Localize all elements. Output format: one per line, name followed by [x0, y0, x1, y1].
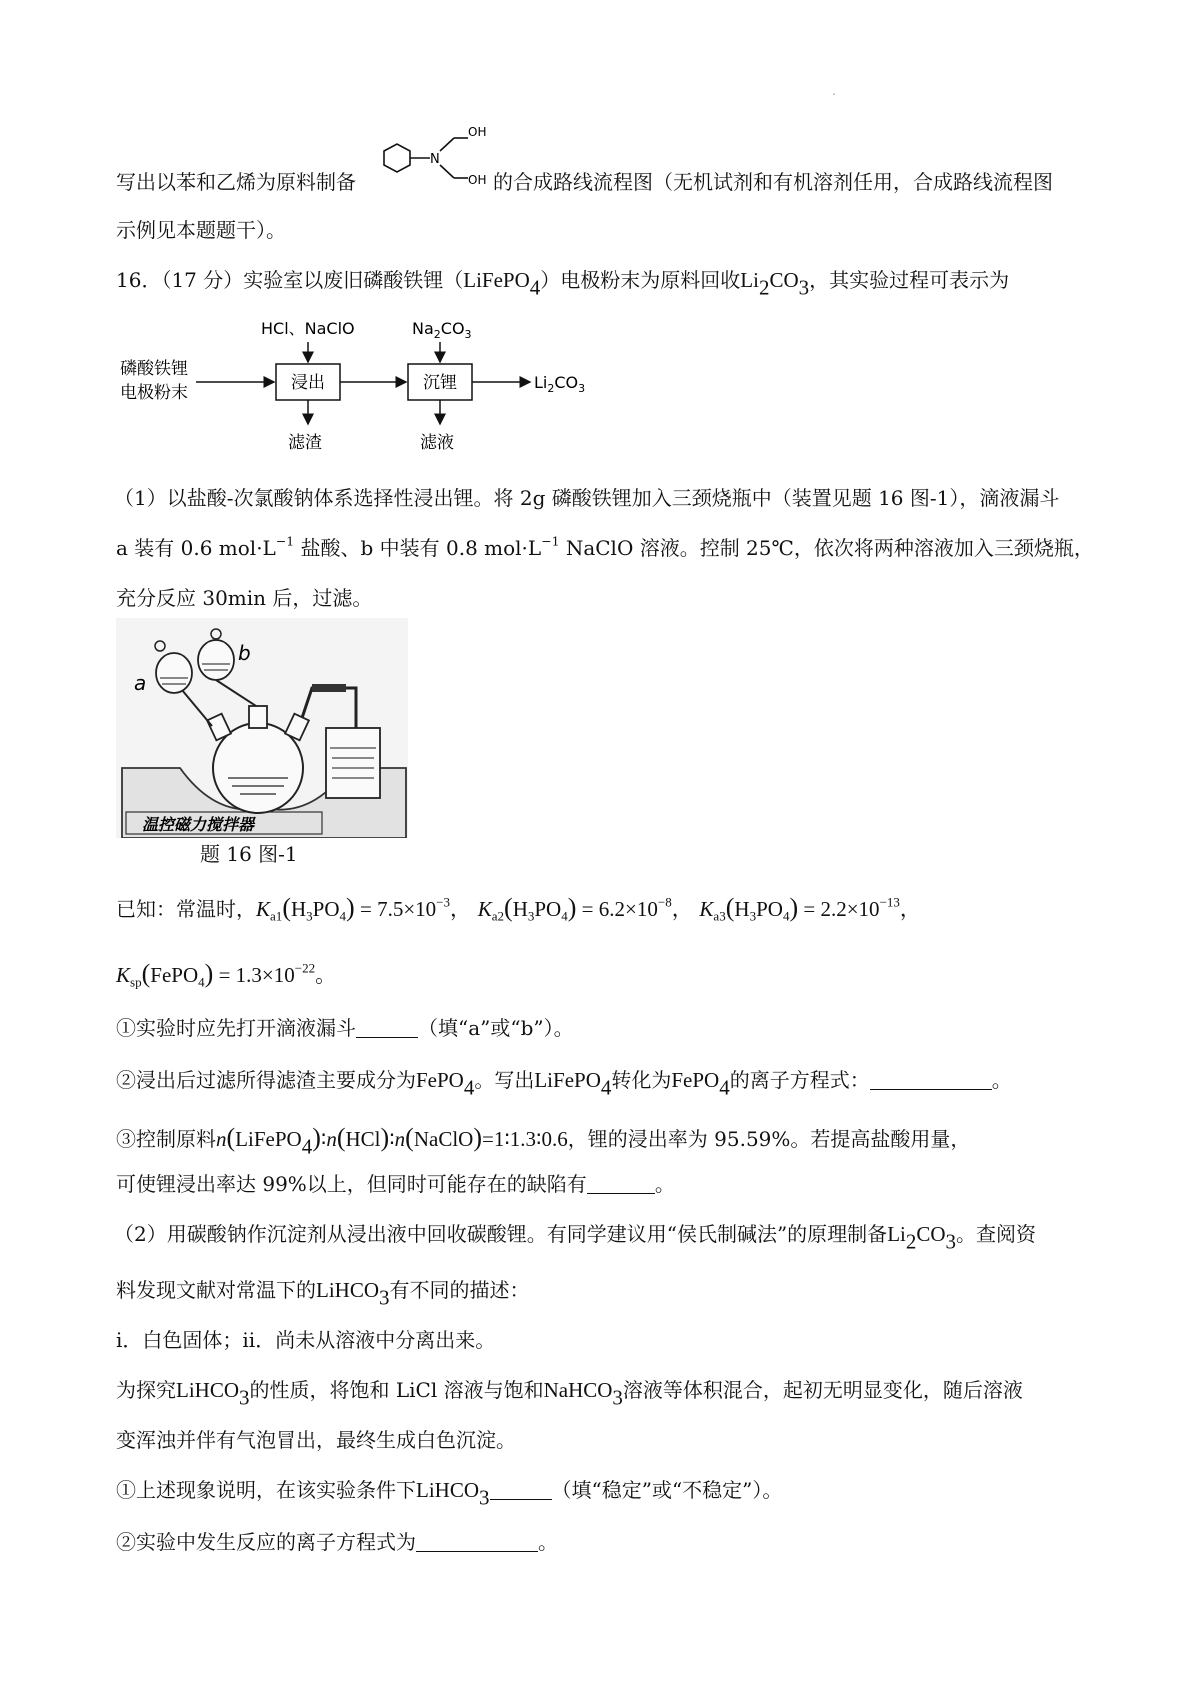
- flow-output: $Li_2CO_3$: [534, 373, 586, 395]
- flow-box-leach-label: 浸出: [291, 373, 325, 393]
- answer-blank[interactable]: [870, 1069, 992, 1090]
- part2-item1: ①上述现象说明，在该实验条件下LiHCO$_3$ （填“稳定”或“不稳定”）。: [116, 1478, 783, 1510]
- funnel-b-label: b: [238, 641, 251, 665]
- part1-line3: 充分反应 30min 后，过滤。: [116, 586, 373, 610]
- answer-blank[interactable]: [587, 1173, 655, 1194]
- q1-item2: ②浸出后过滤所得滤渣主要成分为FePO$_4$。写出LiFePO$_4$转化为FePO$_4$的离子方程式： 。: [116, 1068, 1012, 1100]
- molecule-structure: [364, 118, 492, 198]
- stirrer-label: 温控磁力搅拌器: [142, 815, 255, 834]
- answer-blank[interactable]: [416, 1531, 538, 1552]
- part2-item2: ②实验中发生反应的离子方程式为 。: [116, 1530, 558, 1554]
- part2-line1: （2）用碳酸钠作沉淀剂从浸出液中回收碳酸锂。有同学建议用“侯氏制碱法”的原理制备$Li_2CO_3$。查阅资: [114, 1222, 1037, 1254]
- header-dot: .: [832, 84, 836, 98]
- q16-heading: 16．（17 分）实验室以废旧磷酸铁锂（LiFePO$_4$）电极粉末为原料回收$Li_2CO_3$，其实验过程可表示为: [116, 268, 1010, 300]
- flow-input-line2: 电极粉末: [120, 383, 188, 403]
- funnel-a-label: a: [134, 671, 147, 695]
- part1-line1: （1）以盐酸-次氯酸钠体系选择性浸出锂。将 2g 磷酸铁锂加入三颈烧瓶中（装置见题 16 图-1），滴液漏斗: [114, 486, 1060, 510]
- molecule-oh-bottom-label: OH: [468, 173, 487, 187]
- process-flowchart: [116, 310, 636, 460]
- figure-caption: 题 16 图-1: [200, 842, 298, 866]
- answer-blank[interactable]: [356, 1017, 418, 1038]
- part1-line2: a 装有 0.6 $mol\cdot L^{-1}$ 盐酸、b 中装有 0.8 $mol\cdot L^{-1}$ NaClO 溶液。控制 25℃，依次将两种溶液加入三颈烧瓶，: [116, 533, 1094, 560]
- apparatus-figure: [116, 618, 408, 838]
- known-constants-line1: 已知：常温时，$K_{a1}(H_3PO_4) = 7.5\times 10^{-3}$， $K_{a2}(H_3PO_4) = 6.2\times 10^{-8}$， $K_{a3}(H_3PO_4) = 2.2\times 10^{-13}$，: [116, 893, 921, 924]
- part2-line2: 料发现文献对常温下的LiHCO$_3$有不同的描述：: [116, 1278, 530, 1310]
- flow-waste1: 滤渣: [288, 433, 322, 453]
- part2-line5: 变浑浊并伴有气泡冒出，最终生成白色沉淀。: [116, 1428, 516, 1452]
- known-constants-line2: $K_{sp}(FePO_4) = 1.3\times 10^{-22}$。: [116, 959, 337, 990]
- molecule-oh-top-label: OH: [468, 125, 487, 139]
- q1-item1: ①实验时应先打开滴液漏斗 （填“a”或“b”）。: [116, 1016, 574, 1040]
- molecule-n-label: N: [430, 152, 440, 167]
- intro-text-after: 的合成路线流程图（无机试剂和有机溶剂任用，合成路线流程图: [493, 170, 1053, 194]
- intro-text-before: 写出以苯和乙烯为原料制备: [116, 170, 356, 194]
- intro-line2: 示例见本题题干）。: [116, 218, 286, 242]
- flow-input-line1: 磷酸铁锂: [120, 359, 188, 379]
- answer-blank[interactable]: [490, 1479, 552, 1500]
- flow-box-precipitate-label: 沉锂: [423, 373, 457, 393]
- flow-waste2: 滤液: [420, 433, 454, 453]
- q1-item3: ③控制原料n(LiFePO$_4$)∶n(HCl)∶n(NaClO)=1∶1.3∶0.6，锂的浸出率为 95.59%。若提高盐酸用量，: [116, 1123, 971, 1159]
- flow-reagent1: HCl、NaClO: [261, 319, 355, 338]
- flow-reagent2: $Na_2CO_3$: [412, 319, 472, 341]
- part2-line3: ⅰ．白色固体；ⅱ．尚未从溶液中分离出来。: [116, 1328, 496, 1352]
- part2-line4: 为探究LiHCO$_3$的性质，将饱和 LiCl 溶液与饱和NaHCO$_3$溶液等体积混合，起初无明显变化，随后溶液: [116, 1378, 1023, 1410]
- q1-item3-line2: 可使锂浸出率达 99%以上，但同时可能存在的缺陷有 。: [116, 1172, 675, 1196]
